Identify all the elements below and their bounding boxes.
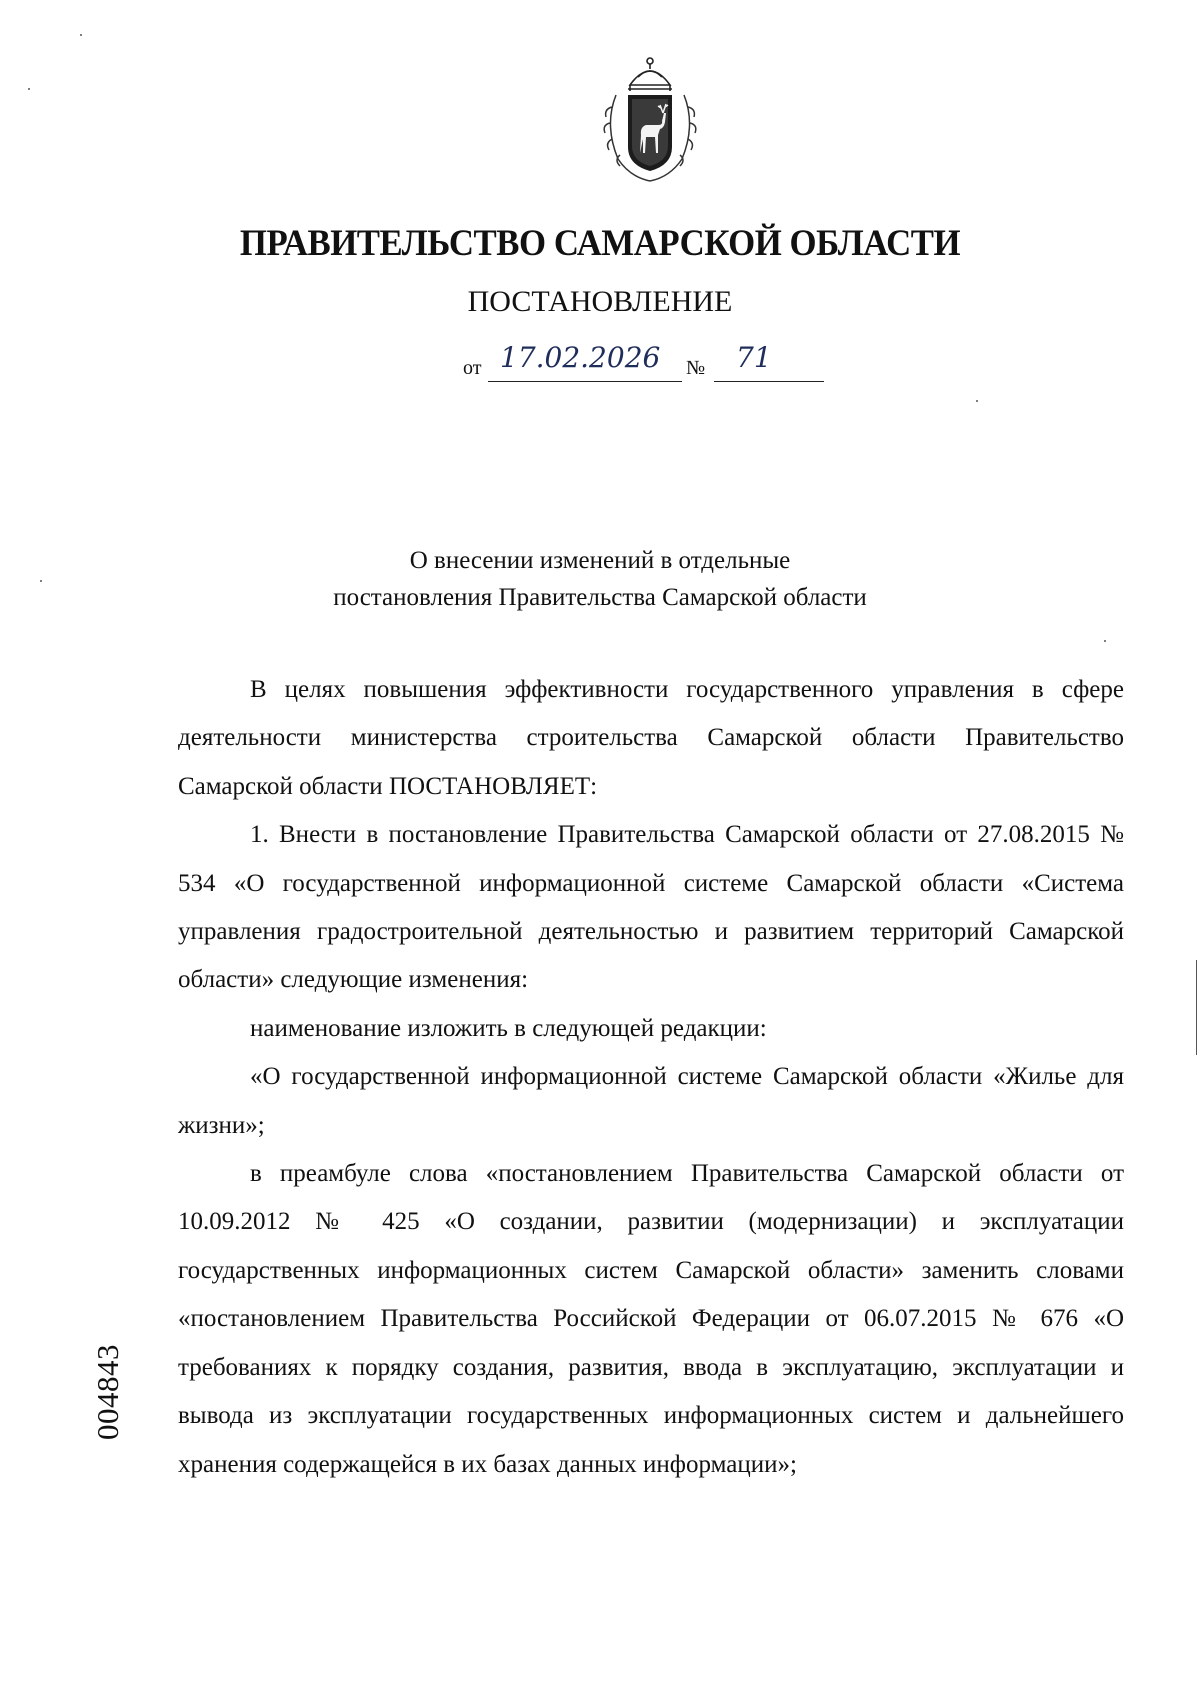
subject-line-2: постановления Правительства Самарской области — [333, 584, 867, 611]
scan-speck — [1104, 640, 1106, 642]
scan-speck — [28, 88, 30, 90]
number-prefix: № — [686, 357, 706, 379]
handwritten-date: 17.02.2026 — [500, 341, 661, 374]
scan-speck — [976, 400, 978, 402]
paragraph-preamble-change: в преамбуле слова «постановлением Правительства Самарской области от 10.09.2012 № 425 «О создании, развитии (модернизации) и эксплуатации государственных информационных систем Самарской области» заменить словами «постановлением Правительства Российской Федерации от 06.07.2015 № 676 «О требованиях к порядку создания, развития, ввода в эксплуатацию, эксплуатации и вывода из эксплуатации государственных информационных систем и дальнейшего хранения содержащейся в их базах данных информации»; — [178, 1160, 1124, 1478]
document-body — [178, 666, 1124, 1489]
scan-speck — [40, 580, 42, 582]
document-subject — [0, 542, 1200, 616]
scan-edge-mark — [1196, 960, 1197, 1055]
samara-coat-of-arms-icon — [594, 55, 706, 185]
date-underline — [488, 381, 682, 382]
paragraph-preamble: В целях повышения эффективности государственного управления в сфере деятельности министерства строительства Самарской области Правительство Самарской области ПОСТАНОВЛЯЕТ: — [178, 676, 1124, 800]
paragraph-item-1: 1. Внести в постановление Правительства Самарской области от 27.08.2015 № 534 «О государственной информационной системе Самарской области «Система управления градостроительной деятельностью и развитием территорий Самарской области» следующие изменения: — [178, 821, 1124, 994]
side-serial-number: 004843 — [90, 1344, 125, 1440]
scan-speck — [80, 34, 82, 36]
date-number-line — [460, 341, 860, 385]
handwritten-number: 71 — [736, 341, 772, 374]
paragraph-new-name: «О государственной информационной системе Самарской области «Жилье для жизни»; — [178, 1063, 1124, 1139]
paragraph-name-change: наименование изложить в следующей редакции: — [250, 1014, 767, 1042]
subject-line-1: О внесении изменений в отдельные — [409, 547, 791, 574]
document-type: ПОСТАНОВЛЕНИЕ — [467, 285, 733, 318]
date-prefix: от — [463, 357, 482, 379]
government-title: ПРАВИТЕЛЬСТВО САМАРСКОЙ ОБЛАСТИ — [239, 223, 961, 264]
number-underline — [714, 381, 824, 382]
